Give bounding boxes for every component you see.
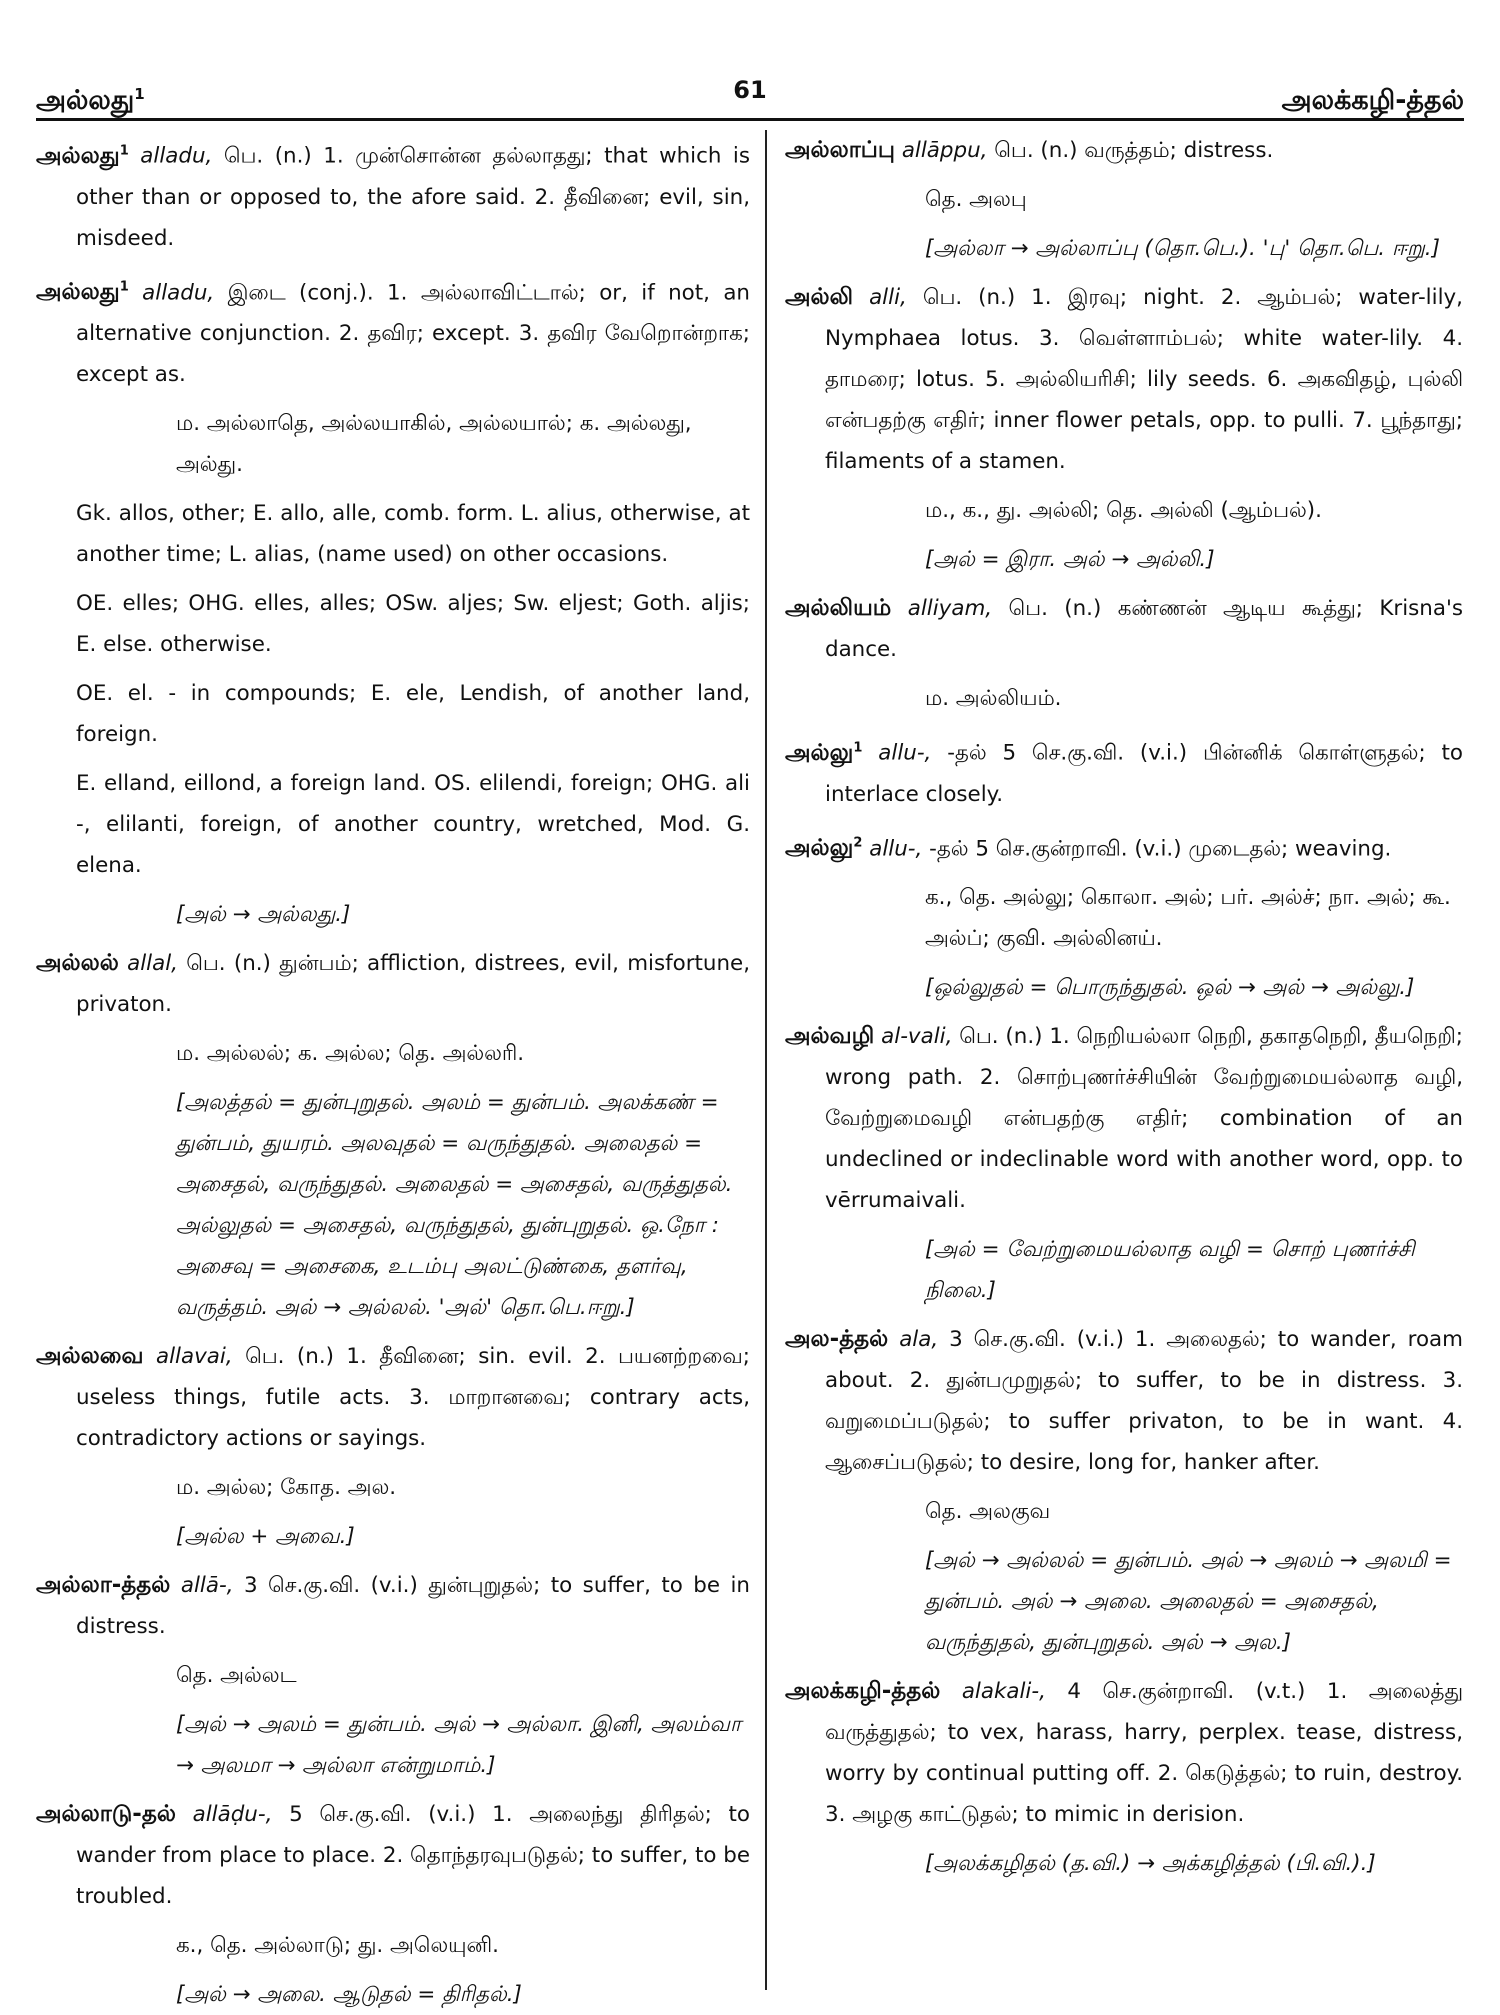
- etymology: [அல் = இரா. அல் → அல்லி.]: [925, 547, 1215, 572]
- entry-definition: பெ. (n.) துன்பம்; affliction, distrees, evil, misfortune, privaton.: [76, 951, 750, 1018]
- entry-definition: பெ. (n.) 1. இரவு; night. 2. ஆம்பல்; water-lily, Nymphaea lotus. 3. வெள்ளாம்பல்; white water-lily. 4. தாமரை; lotus. 5. அல்லியரிசி; lily seeds. 6. அகவிதழ், புல்லி என்பதற்கு எதிர்; inner flower petals, opp. to pulli. 7. பூந்தாது; filaments of a stamen.: [825, 285, 1463, 474]
- page-number: 61: [733, 76, 767, 104]
- entry-definition: 4 செ.குன்றாவி. (v.t.) 1. அலைத்து வருத்துதல்; to vex, harass, harry, perplex. tease, distress, worry by continual putting off. 2. கெடுத்தல்; to ruin, destroy. 3. அழகு காட்டுதல்; to mimic in derision.: [825, 1679, 1463, 1828]
- entry-definition: பெ. (n.) 1. முன்சொன்ன தல்லாதது; that which is other than or opposed to, the afore said. 2. தீவினை; evil, sin, misdeed.: [76, 143, 750, 251]
- entry-transliteration: al-vali,: [881, 1024, 953, 1050]
- entry-headword: அல்லி: [785, 284, 854, 310]
- column-divider: [765, 130, 767, 1990]
- etymology: [ஒல்லுதல் = பொருந்துதல். ஒல் → அல் → அல்லு.]: [925, 975, 1415, 1001]
- dictionary-entry: [785, 277, 1463, 482]
- entry-transliteration: allā-,: [180, 1573, 234, 1599]
- entry-transliteration: allu-,: [869, 836, 923, 862]
- entry-headword: அல்லு$^1$: [785, 739, 863, 766]
- comparative-note: Gk. allos, other; E. allo, alle, comb. form. L. alius, otherwise, at another time; L. alias, (name used) on other occasions.: [76, 501, 750, 568]
- comparative-note: OE. elles; OHG. elles, alles; OSw. aljes; Sw. eljest; Goth. aljis; E. else. otherwise.: [76, 591, 750, 658]
- cognates: ம. அல்ல; கோத. அல.: [176, 1475, 397, 1501]
- entry-definition: 5 செ.கு.வி. (v.i.) 1. அலைந்து திரிதல்; to wander from place to place. 2. தொந்தரவுபடுதல்; to suffer, to be troubled.: [76, 1802, 750, 1910]
- entry-definition: 3 செ.கு.வி. (v.i.) துன்புறுதல்; to suffer, to be in distress.: [76, 1573, 750, 1640]
- cognates: ம. அல்லியம்.: [925, 686, 1062, 711]
- etymology: [அல் → அல்லது.]: [176, 902, 351, 928]
- dictionary-entry: [785, 130, 1463, 171]
- entry-transliteration: alakali-,: [961, 1679, 1046, 1705]
- etymology: [அல் → அல்லல் = துன்பம். அல் → அலம் → அலமி = துன்பம். அல் → அலை. அலைதல் = அசைதல், வருந்துதல், துன்புறுதல். அல் → அல.]: [925, 1548, 1452, 1656]
- dictionary-entry: [785, 588, 1463, 670]
- entry-headword: அல்லா-த்தல்: [36, 1572, 171, 1599]
- cognates: ம. அல்லாதெ, அல்லயாகில், அல்லயால்; க. அல்லது, அல்து.: [176, 411, 692, 478]
- homonym-number: 1: [119, 143, 129, 158]
- header-rule: [36, 118, 1464, 121]
- dictionary-entry: [36, 130, 750, 259]
- etymology: [அல் → அலம் = துன்பம். அல் → அல்லா. இனி, அலம்வா → அலமா → அல்லா என்றுமாம்.]: [176, 1712, 742, 1779]
- etymology: [அல் = வேற்றுமையல்லாத வழி = சொற் புணர்ச்சி நிலை.]: [925, 1237, 1415, 1304]
- entry-transliteration: allāppu,: [901, 138, 988, 163]
- dictionary-entry: [785, 1016, 1463, 1221]
- entry-headword: அல்வழி: [785, 1023, 875, 1050]
- dictionary-entry: [36, 1336, 750, 1459]
- comparative-note: E. elland, eillond, a foreign land. OS. elilendi, foreign; OHG. ali -, elilanti, foreign, of another country, wretched, Mod. G. elena.: [76, 771, 750, 879]
- dictionary-entry: [36, 943, 750, 1025]
- cognates: ம. அல்லல்; க. அல்ல; தெ. அல்லரி.: [176, 1041, 525, 1067]
- entry-headword: அல்லது$^1$: [36, 142, 129, 169]
- cognates: க., தெ. அல்லாடு; து. அலெயுனி.: [176, 1933, 499, 1959]
- entry-headword: அல-த்தல்: [785, 1326, 889, 1353]
- cognates: ம., க., து. அல்லி; தெ. அல்லி (ஆம்பல்).: [925, 498, 1322, 523]
- entry-definition: இடை (conj.). 1. அல்லாவிட்டால்; or, if not, an alternative conjunction. 2. தவிர; except. 3. தவிர வேறொன்றாக; except as.: [76, 280, 750, 388]
- homonym-number: 2: [853, 835, 863, 851]
- running-head-right: அலக்கழி-த்தல்: [1281, 85, 1464, 116]
- entry-transliteration: alli,: [869, 285, 907, 310]
- entry-headword: அல்லு$^2$: [785, 835, 863, 862]
- homonym-number: 1: [853, 740, 863, 755]
- page-header: [36, 70, 1464, 114]
- entry-definition: 3 செ.கு.வி. (v.i.) 1. அலைதல்; to wander, roam about. 2. துன்பமுறுதல்; to suffer, to be in distress. 3. வறுமைப்படுதல்; to suffer privaton, to be in want. 4. ஆசைப்படுதல்; to desire, long for, hanker after.: [825, 1327, 1463, 1476]
- dictionary-entry: [785, 823, 1463, 870]
- homonym-number: 1: [119, 279, 129, 295]
- dictionary-entry: [785, 727, 1463, 815]
- entry-transliteration: allavai,: [156, 1344, 233, 1370]
- entry-transliteration: allāḍu-,: [192, 1802, 273, 1828]
- entry-transliteration: allu-,: [878, 740, 932, 766]
- cognates: தெ. அல்லட: [176, 1663, 297, 1689]
- cognates: க., தெ. அல்லு; கொலா. அல்; பர். அல்ச்; நா. அல்; கூ. அல்ப்; குவி. அல்லினய்.: [925, 885, 1451, 952]
- etymology: [அல்ல + அவை.]: [176, 1524, 355, 1550]
- entry-headword: அல்லியம்: [785, 595, 892, 621]
- entry-headword: அல்லாடு-தல்: [36, 1801, 176, 1828]
- entry-headword: அல்லது$^1$: [36, 279, 129, 306]
- entry-headword: அலக்கழி-த்தல்: [785, 1678, 941, 1705]
- cognates: தெ. அலபு: [925, 187, 1027, 212]
- left-column: [36, 130, 750, 2008]
- entry-transliteration: alladu,: [140, 143, 213, 169]
- entry-definition: -தல் 5 செ.குன்றாவி. (v.i.) முடைதல்; weaving.: [929, 836, 1392, 862]
- running-head-left: அல்லது$^1$: [36, 85, 145, 116]
- etymology: [அல் → அலை. ஆடுதல் = திரிதல்.]: [176, 1982, 522, 2008]
- entry-definition: பெ. (n.) 1. தீவினை; sin. evil. 2. பயனற்றவை; useless things, futile acts. 3. மாறானவை; contrary acts, contradictory actions or sayings.: [76, 1344, 750, 1452]
- cognates: தெ. அலகுவ: [925, 1499, 1051, 1525]
- entry-definition: பெ. (n.) 1. நெறியல்லா நெறி, தகாதநெறி, தீயநெறி; wrong path. 2. சொற்புணர்ச்சியின் வேற்றுமையல்லாத வழி, வேற்றுமைவழி என்பதற்கு எதிர்; combination of an undeclined or indeclinable word with another word, opp. to vērrumaivali.: [825, 1024, 1463, 1214]
- entry-definition: -தல் 5 செ.கு.வி. (v.i.) பின்னிக் கொள்ளுதல்; to interlace closely.: [825, 740, 1463, 807]
- entry-transliteration: allal,: [127, 951, 178, 977]
- etymology: [அலக்கழிதல் (த.வி.) → அக்கழித்தல் (பி.வி.).]: [925, 1851, 1376, 1877]
- dictionary-entry: [785, 1319, 1463, 1483]
- entry-transliteration: ala,: [899, 1327, 939, 1353]
- etymology: [அலத்தல் = துன்புறுதல். அலம் = துன்பம். அலக்கண் = துன்பம், துயரம். அலவுதல் = வருந்துதல். அலைதல் = அசைதல், வருந்துதல். அலைதல் = அசைதல், வருத்துதல். அல்லுதல் = அசைதல், வருந்துதல், துன்புறுதல். ஒ.நோ : அசைவு = அசைகை, உடம்பு அலட்டுண்கை, தளர்வு, வருத்தம். அல் → அல்லல். 'அல்' தொ.பெ.ஈறு.]: [176, 1090, 733, 1321]
- dictionary-entry: [785, 1671, 1463, 1835]
- right-column: [785, 130, 1463, 1990]
- entry-headword: அல்லல்: [36, 950, 119, 977]
- dictionary-entry: [36, 267, 750, 396]
- entry-definition: பெ. (n.) கண்ணன் ஆடிய கூத்து; Krisna's dance.: [825, 596, 1463, 662]
- etymology: [அல்லா → அல்லாப்பு (தொ.பெ.). 'பு' தொ.பெ. ஈறு.]: [925, 236, 1440, 261]
- entry-transliteration: alladu,: [142, 280, 215, 306]
- entry-headword: அல்லாப்பு: [785, 137, 895, 163]
- entry-headword: அல்லவை: [36, 1343, 144, 1370]
- entry-transliteration: alliyam,: [907, 596, 993, 621]
- dictionary-entry: [36, 1565, 750, 1647]
- comparative-note: OE. el. - in compounds; E. ele, Lendish, of another land, foreign.: [76, 681, 750, 748]
- dictionary-entry: [36, 1794, 750, 1917]
- entry-definition: பெ. (n.) வருத்தம்; distress.: [994, 138, 1274, 163]
